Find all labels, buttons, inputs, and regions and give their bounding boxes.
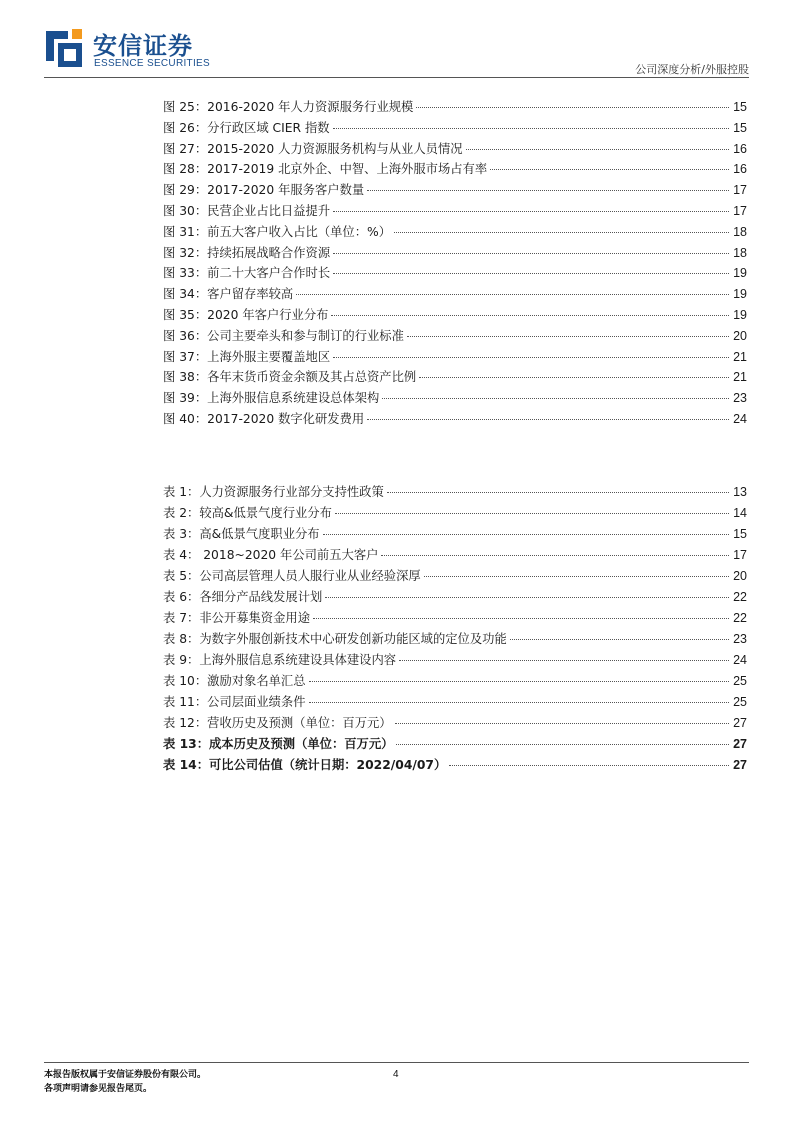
table-entry-label: 表 9：上海外服信息系统建设具体建设内容: [163, 653, 397, 667]
figure-entry[interactable]: [163, 180, 747, 201]
figure-entry[interactable]: [163, 139, 747, 160]
figure-entry-page: 18: [733, 245, 747, 260]
table-entry-label: 表 12：营收历史及预测（单位：百万元）: [163, 716, 392, 730]
table-entry-label: 表 5：公司高层管理人员人服行业从业经验深厚: [163, 569, 421, 583]
footer-notice: 各项声明请参见报告尾页。: [44, 1084, 153, 1094]
table-entry-page: 23: [733, 632, 747, 646]
report-type: 公司深度分析/外服控股: [635, 63, 749, 76]
table-entry-page: 22: [733, 611, 747, 625]
dot-leader: [449, 765, 729, 766]
dot-leader: [399, 660, 729, 661]
footer-divider: [44, 1062, 749, 1063]
table-entry-page: 25: [733, 674, 747, 688]
table-entry[interactable]: [163, 566, 747, 587]
dot-leader: [367, 190, 729, 191]
figure-entry[interactable]: [163, 409, 747, 430]
figure-entry-page: 19: [733, 266, 747, 281]
dot-leader: [333, 211, 729, 212]
table-entry-page: 24: [733, 653, 747, 667]
figure-entry[interactable]: [163, 97, 747, 118]
figure-entry-page: 24: [733, 411, 747, 426]
table-entry[interactable]: [163, 629, 747, 650]
figure-entry-label: 图 40：2017-2020 数字化研发费用: [163, 411, 365, 426]
dot-leader: [396, 744, 729, 745]
table-entry-label: 表 1：人力资源服务行业部分支持性政策: [163, 485, 384, 499]
figure-entry[interactable]: [163, 347, 747, 368]
table-entry-label: 表 4： 2018~2020 年公司前五大客户: [163, 548, 379, 562]
table-entry-page: 14: [733, 506, 747, 520]
figure-entry-label: 图 26：分行政区域 CIER 指数: [163, 120, 330, 135]
figure-entry-page: 15: [733, 100, 747, 114]
footer-disclaimer: [44, 1068, 206, 1096]
table-entry-page: 13: [733, 485, 747, 499]
table-entry-label: 表 7：非公开募集资金用途: [163, 611, 310, 625]
dot-leader: [382, 398, 729, 399]
figure-entry[interactable]: [163, 367, 747, 388]
table-entry[interactable]: [163, 671, 747, 692]
figure-entry-label: 图 32：持续拓展战略合作资源: [163, 245, 331, 260]
figure-entry[interactable]: [163, 201, 747, 222]
figure-entry-label: 图 27：2015-2020 人力资源服务机构与从业人员情况: [163, 141, 463, 156]
figure-entry[interactable]: [163, 243, 747, 264]
dot-leader: [466, 149, 730, 150]
table-entry[interactable]: [163, 650, 747, 671]
figure-entry-page: 23: [733, 391, 747, 406]
dot-leader: [407, 336, 729, 337]
figure-entry-page: 17: [733, 203, 747, 218]
table-entry[interactable]: [163, 524, 747, 545]
table-entry-page: 27: [733, 737, 747, 751]
table-entry-label: 表 13：成本历史及预测（单位：百万元）: [163, 737, 394, 751]
figure-entry-label: 图 30：民营企业占比日益提升: [163, 203, 331, 218]
dot-leader: [335, 513, 729, 514]
figure-entry-label: 图 25：2016-2020 年人力资源服务行业规模: [163, 100, 414, 114]
dot-leader: [381, 555, 729, 556]
table-entry-label: 表 8：为数字外服创新技术中心研发创新功能区域的定位及功能: [163, 632, 507, 646]
dot-leader: [296, 294, 729, 295]
dot-leader: [416, 107, 729, 108]
table-entry-label: 表 3：高&低景气度职业分布: [163, 527, 320, 541]
page-number: 4: [393, 1069, 399, 1080]
figure-entry-label: 图 37：上海外服主要覆盖地区: [163, 349, 331, 364]
figure-entry-label: 图 38：各年末货币资金余额及其占总资产比例: [163, 370, 417, 385]
table-entry[interactable]: [163, 482, 747, 503]
figure-entry-label: 图 28：2017-2019 北京外企、中智、上海外服市场占有率: [163, 162, 488, 177]
figure-entry[interactable]: [163, 388, 747, 409]
figure-entry-page: 17: [733, 183, 747, 198]
figure-entry-label: 图 31：前五大客户收入占比（单位：%）: [163, 224, 391, 239]
figure-entry-page: 19: [733, 307, 747, 322]
table-entry-label: 表 11：公司层面业绩条件: [163, 695, 306, 709]
table-entry-page: 15: [733, 527, 747, 541]
dot-leader: [419, 377, 729, 378]
footer-copyright: 本报告版权属于安信证券股份有限公司。: [44, 1070, 207, 1080]
dot-leader: [333, 128, 730, 129]
figure-entry-page: 21: [733, 349, 747, 364]
figure-entry[interactable]: [163, 159, 747, 180]
dot-leader: [323, 534, 730, 535]
dot-leader: [395, 723, 729, 724]
dot-leader: [333, 273, 729, 274]
dot-leader: [510, 639, 729, 640]
logo-text-cn: 安信证券: [93, 32, 193, 60]
table-entry[interactable]: [163, 692, 747, 713]
table-entry[interactable]: [163, 755, 747, 776]
figure-entry[interactable]: [163, 263, 747, 284]
page-header: [0, 0, 793, 80]
figure-entry-label: 图 35：2020 年客户行业分布: [163, 307, 329, 322]
table-entry[interactable]: [163, 545, 747, 566]
dot-leader: [309, 702, 730, 703]
dot-leader: [309, 681, 730, 682]
figure-entry-page: 21: [733, 370, 747, 385]
dot-leader: [367, 419, 729, 420]
figure-entry[interactable]: [163, 118, 747, 139]
table-entry[interactable]: [163, 503, 747, 524]
figure-entry-page: 15: [733, 120, 747, 135]
dot-leader: [325, 597, 729, 598]
logo-icon: [44, 27, 84, 69]
logo-text-en: ESSENCE SECURITIES: [94, 58, 210, 69]
table-entry[interactable]: [163, 587, 747, 608]
figure-entry-page: 20: [733, 328, 747, 343]
table-entry-label: 表 14：可比公司估值（统计日期：2022/04/07）: [163, 758, 447, 772]
figure-entry-page: 19: [733, 287, 747, 302]
dot-leader: [333, 357, 729, 358]
figure-entry-page: 16: [733, 162, 747, 177]
figure-entry[interactable]: [163, 222, 747, 243]
dot-leader: [313, 618, 729, 619]
figure-entry-label: 图 29：2017-2020 年服务客户数量: [163, 183, 365, 198]
dot-leader: [333, 253, 729, 254]
figure-entry-label: 图 39：上海外服信息系统建设总体架构: [163, 391, 380, 406]
table-entry[interactable]: [163, 608, 747, 629]
dot-leader: [490, 169, 729, 170]
table-entry-label: 表 6：各细分产品线发展计划: [163, 590, 323, 604]
dot-leader: [331, 315, 729, 316]
table-entry[interactable]: [163, 713, 747, 734]
figure-entry-page: 16: [733, 141, 747, 156]
figure-entry[interactable]: [163, 305, 747, 326]
table-entry-page: 20: [733, 569, 747, 583]
figure-entry-label: 图 33：前二十大客户合作时长: [163, 266, 331, 281]
figure-entry[interactable]: [163, 326, 747, 347]
figure-entry-page: 18: [733, 224, 747, 239]
table-entry-page: 27: [733, 758, 747, 772]
table-entry-page: 27: [733, 716, 747, 730]
table-entry-label: 表 10：激励对象名单汇总: [163, 674, 306, 688]
figure-entry-label: 图 34：客户留存率较高: [163, 287, 294, 302]
dot-leader: [424, 576, 729, 577]
table-entry-page: 25: [733, 695, 747, 709]
header-divider: [44, 77, 749, 78]
table-entry-page: 22: [733, 590, 747, 604]
figure-entry[interactable]: [163, 284, 747, 305]
table-entry-label: 表 2：较高&低景气度行业分布: [163, 506, 332, 520]
dot-leader: [387, 492, 729, 493]
table-index: [163, 482, 747, 776]
table-entry-page: 17: [733, 548, 747, 562]
figure-index: [163, 97, 747, 430]
dot-leader: [394, 232, 729, 233]
figure-entry-label: 图 36：公司主要牵头和参与制订的行业标准: [163, 328, 404, 343]
table-entry[interactable]: [163, 734, 747, 755]
